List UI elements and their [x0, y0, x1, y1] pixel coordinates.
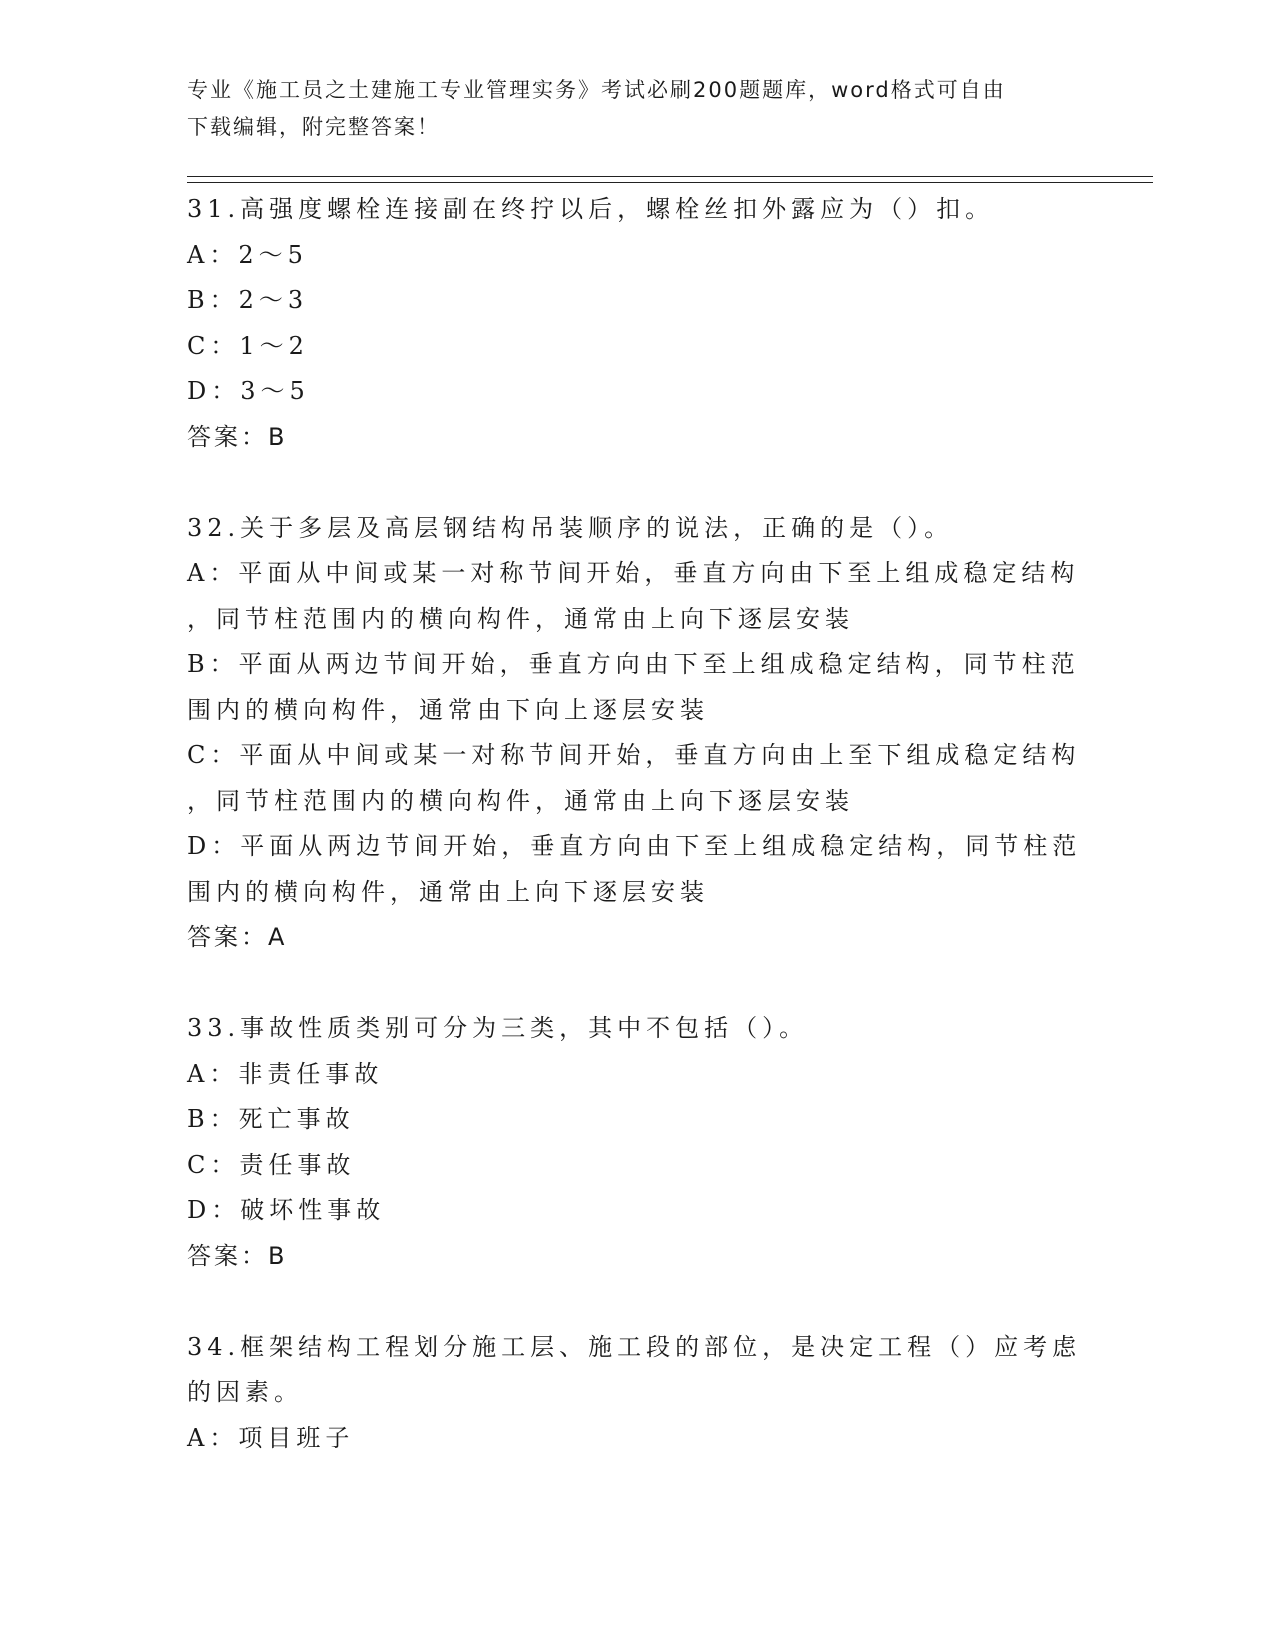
question-option: D：平面从两边节间开始，垂直方向由下至上组成稳定结构，同节柱范 — [187, 832, 1082, 860]
answer-line: 答案：A — [187, 923, 288, 951]
header-divider — [187, 182, 1153, 183]
document-header — [187, 72, 1087, 146]
question-stem: 的因素。 — [187, 1378, 303, 1406]
question-option: B：死亡事故 — [187, 1105, 355, 1133]
question-block — [187, 1006, 1087, 1325]
question-option: A：2～5 — [187, 240, 308, 269]
header-divider — [187, 176, 1153, 177]
question-block — [187, 187, 1087, 506]
header-line: 下载编辑，附完整答案！ — [187, 115, 440, 139]
question-option: 围内的横向构件，通常由上向下逐层安装 — [187, 877, 709, 906]
question-stem: 33.事故性质类别可分为三类，其中不包括（）。 — [187, 1014, 809, 1042]
blank-line — [187, 460, 1087, 506]
question-block — [187, 1325, 1087, 1462]
question-option: A：项目班子 — [187, 1423, 355, 1452]
question-option: B：2～3 — [187, 286, 309, 314]
question-stem: 32.关于多层及高层钢结构吊装顺序的说法，正确的是（）。 — [187, 513, 954, 542]
question-option: C：责任事故 — [187, 1150, 356, 1179]
question-option: A：平面从中间或某一对称节间开始，垂直方向由下至上组成稳定结构 — [187, 559, 1080, 587]
blank-line — [187, 1279, 1087, 1325]
question-option: ，同节柱范围内的横向构件，通常由上向下逐层安装 — [187, 604, 854, 633]
question-block — [187, 506, 1087, 1007]
question-option: C：平面从中间或某一对称节间开始，垂直方向由上至下组成稳定结构 — [187, 741, 1081, 769]
question-option: D：3～5 — [187, 377, 310, 405]
question-option: D：破坏性事故 — [187, 1196, 386, 1224]
header-line: 专业《施工员之土建施工专业管理实务》考试必刷200题题库，word格式可自由 — [187, 78, 1006, 102]
blank-line — [187, 961, 1087, 1007]
question-option: 围内的横向构件，通常由下向上逐层安装 — [187, 695, 709, 724]
answer-line: 答案：B — [187, 422, 288, 451]
question-stem: 31.高强度螺栓连接副在终拧以后，螺栓丝扣外露应为（）扣。 — [187, 195, 995, 223]
question-list — [187, 187, 1087, 1461]
question-option: A：非责任事故 — [187, 1059, 384, 1088]
question-option: C：1～2 — [187, 331, 309, 360]
answer-line: 答案：B — [187, 1241, 288, 1270]
question-stem: 34.框架结构工程划分施工层、施工段的部位，是决定工程（）应考虑 — [187, 1332, 1082, 1361]
question-option: B：平面从两边节间开始，垂直方向由下至上组成稳定结构，同节柱范 — [187, 650, 1080, 678]
question-option: ，同节柱范围内的横向构件，通常由上向下逐层安装 — [187, 786, 854, 815]
